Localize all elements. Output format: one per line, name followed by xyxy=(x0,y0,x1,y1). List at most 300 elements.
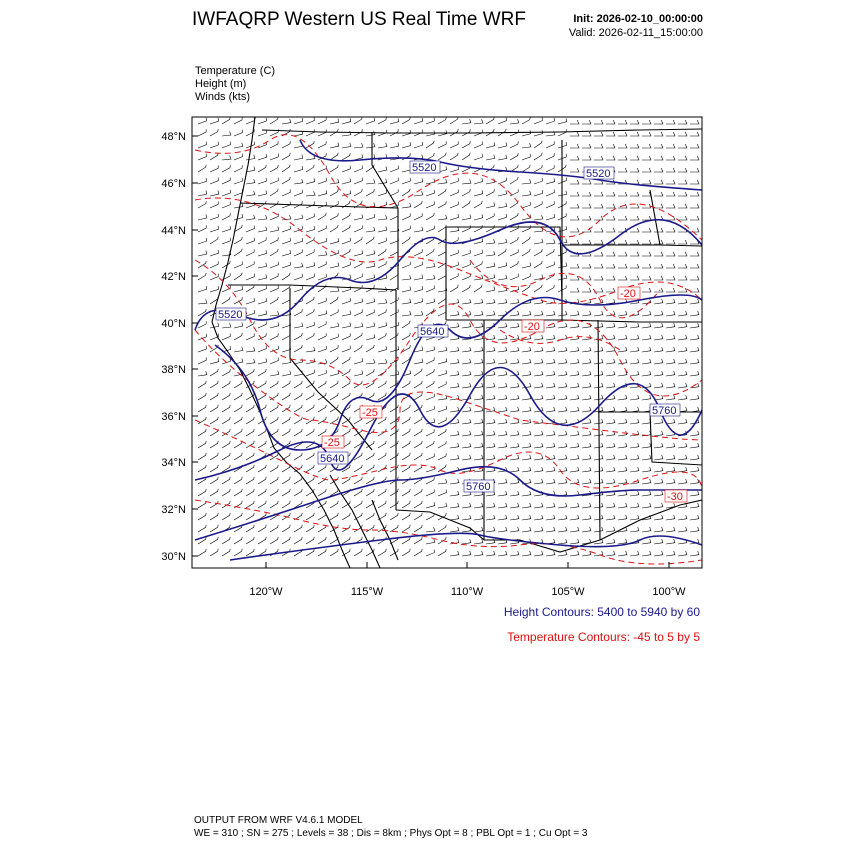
wind-barb xyxy=(390,285,398,292)
weather-map xyxy=(150,110,710,600)
wind-barb xyxy=(510,335,519,340)
wind-barb xyxy=(222,117,230,124)
wind-barb xyxy=(306,453,314,460)
wind-barb xyxy=(666,383,675,388)
wind-barb xyxy=(282,537,290,544)
wind-barb xyxy=(414,311,423,316)
wind-barb xyxy=(690,335,699,340)
wind-barb xyxy=(450,479,459,484)
wind-barb xyxy=(246,118,254,124)
wind-barb xyxy=(474,551,483,556)
wind-barb xyxy=(258,477,266,484)
wind-barb xyxy=(366,274,375,280)
wind-barb xyxy=(198,299,207,304)
wind-barb xyxy=(282,189,290,196)
wind-barb xyxy=(198,142,206,148)
wind-barb xyxy=(474,311,483,316)
wind-barb xyxy=(282,381,290,388)
wind-barb xyxy=(546,118,555,124)
wind-barb xyxy=(678,216,687,220)
wind-barb xyxy=(234,165,242,172)
wind-barb xyxy=(522,202,531,208)
wind-barb xyxy=(282,322,291,328)
wind-barb xyxy=(246,347,255,352)
wind-barb xyxy=(402,311,411,316)
wind-barb xyxy=(306,262,315,268)
wind-barb xyxy=(426,275,435,280)
wind-barb xyxy=(318,465,326,472)
wind-barb xyxy=(270,322,279,328)
wind-barb xyxy=(246,513,254,520)
wind-barb xyxy=(462,419,471,424)
wind-barb xyxy=(570,156,579,160)
wind-barb xyxy=(606,276,615,280)
wind-barb xyxy=(558,527,567,532)
wind-barb xyxy=(282,393,290,400)
wind-barb xyxy=(366,118,375,124)
wind-barb xyxy=(570,120,579,124)
wind-barb xyxy=(426,406,435,412)
wind-barb xyxy=(618,168,627,172)
wind-barb xyxy=(330,119,339,124)
wind-barb xyxy=(198,286,207,292)
wind-barb xyxy=(594,240,603,244)
wind-barb xyxy=(510,177,518,184)
wind-barb xyxy=(246,155,255,160)
wind-barb xyxy=(474,178,483,184)
wind-barb xyxy=(354,226,362,233)
wind-barb xyxy=(498,335,507,340)
wind-barb xyxy=(654,467,663,472)
wind-barb xyxy=(234,477,242,484)
lon-tick-label: 120°W xyxy=(249,586,283,598)
wind-barb xyxy=(546,153,554,160)
wind-barb xyxy=(618,323,627,328)
wind-barb xyxy=(642,371,651,376)
wind-barb xyxy=(330,238,339,244)
wind-barb xyxy=(270,189,278,196)
wind-barb xyxy=(306,513,314,520)
wind-barb xyxy=(678,479,687,484)
wind-barb xyxy=(390,453,398,460)
wind-barb xyxy=(342,429,350,436)
wind-barb xyxy=(606,407,615,412)
wind-barb xyxy=(450,273,458,280)
wind-barb xyxy=(558,347,567,352)
wind-barb xyxy=(342,369,350,376)
wind-barb xyxy=(402,226,410,232)
wind-barb xyxy=(462,371,471,376)
wind-barb xyxy=(282,297,290,304)
wind-barb xyxy=(450,202,458,209)
wind-barb xyxy=(234,273,242,280)
wind-barb xyxy=(354,323,363,328)
wind-barb xyxy=(582,467,591,472)
wind-barb xyxy=(558,383,567,388)
wind-barb xyxy=(510,551,519,556)
wind-barb xyxy=(522,455,531,460)
wind-barb xyxy=(198,238,207,244)
wind-barb xyxy=(522,143,531,148)
wind-barb xyxy=(462,431,471,436)
wind-barb xyxy=(486,311,495,316)
wind-barb xyxy=(678,383,687,388)
wind-barb xyxy=(270,477,278,484)
wind-barb xyxy=(690,431,699,436)
wind-barb xyxy=(354,143,363,148)
wind-barb xyxy=(330,201,338,208)
wind-barb xyxy=(294,274,302,280)
wind-barb xyxy=(666,288,675,292)
wind-barb xyxy=(642,180,651,184)
wind-barb xyxy=(450,166,459,172)
wind-barb xyxy=(486,503,495,508)
wind-barb xyxy=(222,155,231,160)
wind-barb xyxy=(342,166,350,172)
wind-barb xyxy=(342,238,350,244)
wind-barb xyxy=(342,513,350,520)
wind-barb xyxy=(570,503,579,508)
wind-barb xyxy=(630,144,639,148)
wind-barb xyxy=(306,429,314,436)
wind-barb xyxy=(210,405,218,412)
wind-barb xyxy=(390,178,398,184)
wind-barb xyxy=(426,286,434,293)
wind-barb xyxy=(642,551,651,556)
wind-barb xyxy=(510,299,519,304)
wind-barb xyxy=(474,347,483,352)
wind-barb xyxy=(294,166,303,172)
wind-barb xyxy=(546,527,555,532)
wind-barb xyxy=(258,537,266,544)
wind-barb xyxy=(330,309,338,316)
wind-barb xyxy=(426,141,434,148)
wind-barb xyxy=(210,237,218,244)
variable-height: Height (m) xyxy=(195,78,247,90)
wind-barb xyxy=(666,144,675,148)
wind-barb xyxy=(390,489,398,496)
wind-barb xyxy=(582,204,591,208)
wind-barb xyxy=(414,201,422,208)
wind-barb xyxy=(666,443,675,448)
wind-barb xyxy=(438,117,446,124)
wind-barb xyxy=(414,178,423,184)
wind-barb xyxy=(570,192,579,196)
wind-barb xyxy=(426,298,435,304)
wind-barb xyxy=(510,455,519,460)
wind-barb xyxy=(630,503,639,508)
wind-barb xyxy=(438,297,446,304)
wind-barb xyxy=(654,144,663,148)
wind-barb xyxy=(522,527,531,532)
wind-barb xyxy=(450,383,459,388)
wind-barb xyxy=(498,118,506,124)
wind-barb xyxy=(690,407,699,412)
wind-barb xyxy=(306,226,315,232)
wind-barb xyxy=(498,551,507,556)
lon-tick-label: 100°W xyxy=(652,586,686,598)
wind-barb xyxy=(330,165,338,172)
wind-barb xyxy=(234,429,242,436)
wind-barb xyxy=(594,311,603,316)
wind-barb xyxy=(282,273,290,280)
wind-barb xyxy=(630,551,639,556)
wind-barb xyxy=(210,501,218,508)
wind-barb xyxy=(294,118,303,124)
wind-barb xyxy=(414,275,423,280)
wind-barb xyxy=(234,549,242,556)
wind-barb xyxy=(354,214,363,220)
wind-barb xyxy=(582,407,591,412)
wind-barb xyxy=(546,431,555,436)
wind-barb xyxy=(666,527,675,532)
wind-barb xyxy=(270,165,278,172)
wind-barb xyxy=(414,465,422,472)
wind-barb xyxy=(498,155,507,160)
wind-barb xyxy=(198,441,206,448)
wind-barb xyxy=(474,154,483,160)
wind-barb xyxy=(570,515,579,520)
wind-barb xyxy=(210,441,218,448)
wind-barb xyxy=(594,455,603,460)
wind-barb xyxy=(522,443,531,448)
wind-barb xyxy=(630,228,639,232)
wind-barb xyxy=(402,441,410,448)
wind-barb xyxy=(258,190,267,196)
wind-barb xyxy=(546,479,555,484)
wind-barb xyxy=(426,477,434,484)
wind-barb xyxy=(534,455,543,460)
temp-label: -25 xyxy=(362,407,378,419)
wind-barb xyxy=(630,443,639,448)
wind-barb xyxy=(534,479,543,484)
wind-barb xyxy=(450,455,459,460)
wind-barb xyxy=(546,285,554,292)
wind-barb xyxy=(270,525,278,532)
lat-tick-label: 42°N xyxy=(161,271,186,283)
wind-barb xyxy=(450,153,458,160)
wind-barb xyxy=(522,419,531,424)
wind-barb xyxy=(678,180,687,184)
wind-barb xyxy=(306,249,314,256)
height-label: 5760 xyxy=(652,405,677,417)
wind-barb xyxy=(282,359,291,364)
wind-barb xyxy=(450,117,458,124)
wind-barb xyxy=(402,417,410,424)
wind-barb xyxy=(246,489,254,496)
wind-barb xyxy=(378,381,386,388)
wind-barb xyxy=(354,298,363,304)
wind-barb xyxy=(558,323,567,328)
wind-barb xyxy=(294,333,302,340)
wind-barb xyxy=(486,551,495,556)
wind-barb xyxy=(402,117,410,124)
wind-barb xyxy=(630,359,639,364)
wind-barb xyxy=(570,216,579,220)
wind-barb xyxy=(522,467,531,472)
wind-barb xyxy=(642,395,651,400)
wind-barb xyxy=(642,323,651,328)
wind-barb xyxy=(654,240,663,244)
wind-barb xyxy=(438,503,447,508)
wind-barb xyxy=(390,322,399,328)
wind-barb xyxy=(486,225,494,232)
wind-barb xyxy=(498,191,507,197)
wind-barb xyxy=(270,371,279,376)
wind-barb xyxy=(378,117,386,124)
wind-barb xyxy=(366,465,374,472)
wind-barb xyxy=(618,120,627,124)
wind-barb xyxy=(342,213,350,220)
wind-barb xyxy=(438,525,446,532)
wind-barb xyxy=(666,347,675,352)
wind-barb xyxy=(246,465,254,472)
wind-barb xyxy=(210,286,219,292)
wind-barb xyxy=(366,310,374,317)
wind-barb xyxy=(438,417,446,424)
wind-barb xyxy=(522,225,530,232)
wind-barb xyxy=(522,262,531,268)
wind-barb xyxy=(342,249,350,256)
wind-barb xyxy=(282,465,290,472)
wind-barb xyxy=(690,503,699,508)
wind-barb xyxy=(330,381,338,388)
wind-barb xyxy=(630,455,639,460)
wind-barb xyxy=(498,347,507,352)
wind-barb xyxy=(210,393,218,400)
wind-barb xyxy=(618,335,627,340)
wind-barb xyxy=(462,274,470,281)
wind-barb xyxy=(354,250,363,256)
wind-barb xyxy=(330,501,338,508)
wind-barb xyxy=(378,333,386,340)
wind-barb xyxy=(258,298,267,304)
wind-barb xyxy=(390,249,398,256)
wind-barb xyxy=(330,334,338,340)
wind-barb xyxy=(630,252,639,256)
wind-barb xyxy=(654,180,663,184)
wind-barb xyxy=(270,237,278,244)
wind-barb xyxy=(270,465,278,472)
wind-barb xyxy=(426,441,434,448)
wind-barb xyxy=(558,407,567,412)
wind-barb xyxy=(618,132,627,136)
wind-barb xyxy=(438,201,446,208)
wind-barb xyxy=(330,189,338,196)
wind-barb xyxy=(582,264,591,268)
wind-barb xyxy=(558,431,567,436)
wind-barb xyxy=(222,297,230,304)
wind-barb xyxy=(666,335,675,340)
wind-barb xyxy=(426,454,434,461)
wind-barb xyxy=(462,323,471,328)
wind-barb xyxy=(606,216,615,220)
wind-barb xyxy=(546,359,555,364)
wind-barb xyxy=(402,429,410,436)
wind-barb xyxy=(522,311,531,316)
temperature-contours xyxy=(195,135,702,564)
wind-barb xyxy=(498,395,507,400)
wind-barb xyxy=(654,551,663,556)
wind-barb xyxy=(642,467,651,472)
wind-barb xyxy=(582,216,591,220)
wind-barb xyxy=(594,156,603,160)
wind-barb xyxy=(258,489,266,496)
wind-barb xyxy=(198,525,206,532)
wind-barb xyxy=(342,118,351,124)
wind-barb xyxy=(450,178,459,184)
wind-barb xyxy=(642,539,651,544)
wind-barb xyxy=(546,262,554,268)
lat-tick-label: 40°N xyxy=(161,318,186,330)
wind-barb xyxy=(522,237,530,244)
wind-barb xyxy=(522,503,531,508)
wind-barb xyxy=(666,156,675,160)
wind-barb xyxy=(534,215,543,220)
wind-barb xyxy=(402,178,411,184)
wind-barb xyxy=(222,369,230,376)
wind-barb xyxy=(270,393,278,400)
wind-barb xyxy=(678,204,687,208)
wind-barb xyxy=(222,165,230,172)
wind-barb xyxy=(246,215,255,220)
wind-barb xyxy=(426,190,435,196)
wind-barb xyxy=(258,227,267,232)
height-label: 5640 xyxy=(320,453,345,465)
wind-barb xyxy=(690,515,699,520)
wind-barb xyxy=(678,467,687,472)
wind-barb xyxy=(546,383,555,388)
wind-barb xyxy=(234,381,242,388)
wind-barb xyxy=(654,431,663,436)
wind-barb xyxy=(294,345,302,352)
wind-barb xyxy=(570,180,579,184)
wind-barb xyxy=(594,120,603,124)
wind-barb xyxy=(654,288,663,292)
wind-barb xyxy=(462,201,470,208)
wind-barb xyxy=(690,204,699,208)
wind-barb xyxy=(654,539,663,544)
lat-tick-label: 46°N xyxy=(161,178,186,190)
wind-barb xyxy=(390,333,398,340)
wind-barb xyxy=(462,503,471,508)
wind-barb xyxy=(258,286,266,292)
height-contour-legend: Height Contours: 5400 to 5940 by 60 xyxy=(503,605,700,619)
wind-barb xyxy=(210,537,218,544)
wind-barb xyxy=(234,347,243,352)
height-label: 5520 xyxy=(218,309,243,321)
wind-barb xyxy=(366,263,375,268)
wind-barb xyxy=(462,407,471,412)
wind-barb xyxy=(654,371,663,376)
wind-barb xyxy=(354,117,362,124)
wind-barb xyxy=(438,490,446,497)
wind-barb xyxy=(666,228,675,232)
wind-barb xyxy=(378,359,387,364)
wind-barb xyxy=(342,143,351,148)
wind-barb xyxy=(366,131,375,136)
wind-barb xyxy=(198,405,206,412)
wind-barb xyxy=(270,358,278,365)
wind-barb xyxy=(666,180,675,184)
wind-barb xyxy=(390,465,398,472)
wind-barb xyxy=(486,431,495,436)
wind-barb xyxy=(654,515,663,520)
wind-barb xyxy=(246,191,255,196)
wind-barb xyxy=(282,429,290,436)
wind-barb xyxy=(594,527,603,532)
wind-barb xyxy=(666,323,675,328)
